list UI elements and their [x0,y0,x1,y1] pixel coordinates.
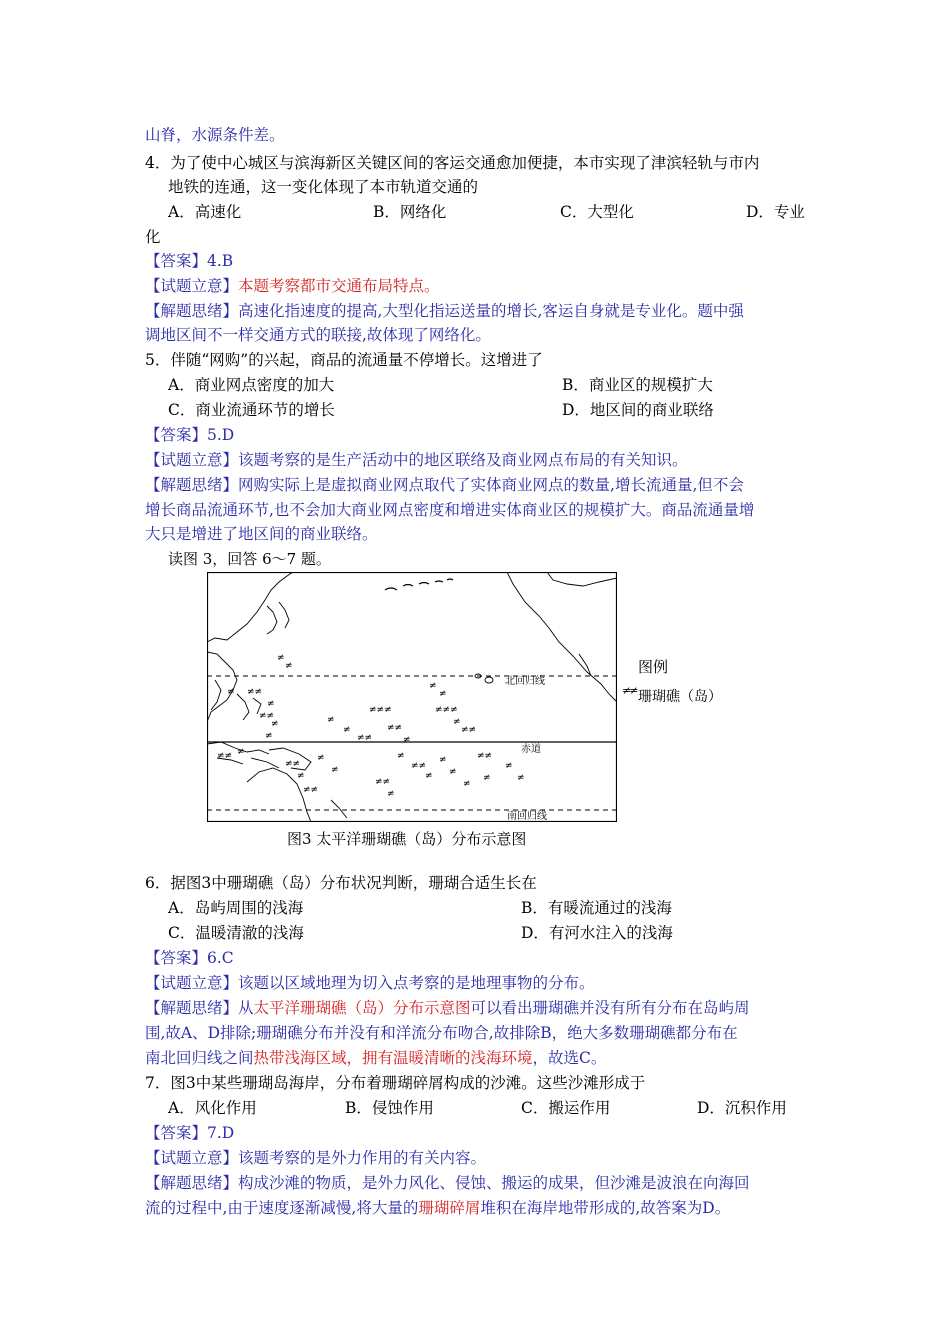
svg-text:≠≠: ≠≠ [303,785,319,795]
svg-text:≠≠: ≠≠ [285,759,301,769]
svg-text:≠: ≠ [463,779,471,789]
q6-option-a: A．岛屿周围的浅海 [168,899,304,917]
svg-text:≠: ≠ [505,761,513,771]
question-7: 7．图3中某些珊瑚岛海岸，分布着珊瑚碎屑构成的沙滩。这些沙滩形成于 [145,1074,646,1092]
legend-title: 图例 [638,658,669,676]
svg-text:≠≠: ≠≠ [217,751,233,761]
question-4-cont: 地铁的连通，这一变化体现了本市轨道交通的 [168,178,479,196]
svg-text:≠: ≠ [453,717,461,727]
svg-text:≠: ≠ [271,719,279,729]
question-5: 5．伴随“网购”的兴起，商品的流通量不停增长。这增进了 [145,351,543,369]
analysis-7: 【解题思绪】构成沙滩的物质，是外力风化、侵蚀、搬运的成果，但沙滩是波浪在向海回 [145,1174,750,1192]
analysis-6-cont: 围,故A、D排除;珊瑚礁分布并没有和洋流分布吻合,故排除B，绝大多数珊瑚礁都分布在 [145,1024,738,1042]
svg-text:≠: ≠ [397,751,405,761]
svg-text:≠: ≠ [331,765,339,775]
svg-text:≠≠: ≠≠ [259,711,275,721]
q7-option-c: C．搬运作用 [521,1099,611,1117]
answer-7: 【答案】7.D [145,1124,235,1142]
legend-label: 珊瑚礁（岛） [638,689,722,705]
svg-text:≠: ≠ [327,715,335,725]
tropic-of-capricorn-label: 南回归线 [507,811,547,822]
svg-text:≠: ≠ [425,771,433,781]
svg-text:≠≠: ≠≠ [247,687,263,697]
q7-option-d: D．沉积作用 [697,1099,787,1117]
analysis-5-cont2: 大只是增进了地区间的商业联络。 [145,525,378,543]
tropic-of-cancer-label: 北回归线 [505,676,545,687]
figure-caption: 图3 太平洋珊瑚礁（岛）分布示意图 [287,830,527,848]
svg-text:≠≠: ≠≠ [387,723,403,733]
svg-text:≠≠≠: ≠≠≠ [369,705,392,715]
analysis-4: 【解题思绪】高速化指速度的提高,大型化指运送量的增长,客运自身就是专业化。题中强 [145,302,744,320]
svg-text:≠: ≠ [265,731,273,741]
svg-text:≠: ≠ [343,725,351,735]
svg-text:≠: ≠ [403,735,411,745]
q5-option-c: C．商业流通环节的增长 [168,401,335,419]
svg-text:≠: ≠ [227,687,235,697]
equator-label: 赤道 [521,744,541,755]
svg-text:≠: ≠ [429,681,437,691]
analysis-7-cont: 流的过程中,由于速度逐渐减慢,将大量的珊瑚碎屑堆积在海岸地带形成的,故答案为D。 [145,1199,731,1217]
intent-7: 【试题立意】该题考察的是外力作用的有关内容。 [145,1149,487,1167]
svg-text:≠: ≠ [277,653,285,663]
svg-text:≠: ≠ [267,699,275,709]
intent-4: 【试题立意】本题考察都市交通布局特点。 [145,277,440,295]
svg-text:≠: ≠ [297,771,305,781]
q4-option-a: A．高速化 [168,203,242,221]
q4-option-d: D．专业 [746,203,805,221]
svg-text:≠≠: ≠≠ [411,761,427,771]
question-4: 4．为了使中心城区与滨海新区关键区间的客运交通愈加便捷，本市实现了津滨轻轨与市内 [145,154,760,172]
pacific-coral-map [207,572,617,822]
svg-text:≠: ≠ [439,755,447,765]
q7-option-a: A．风化作用 [168,1099,257,1117]
intent-5: 【试题立意】该题考察的是生产活动中的地区联络及商业网点布局的有关知识。 [145,451,688,469]
svg-text:≠: ≠ [449,767,457,777]
q5-option-a: A．商业网点密度的加大 [168,376,335,394]
q5-option-b: B．商业区的规模扩大 [562,376,713,394]
svg-text:≠≠: ≠≠ [357,733,373,743]
q6-option-c: C．温暖清澈的浅海 [168,924,304,942]
question-6: 6．据图3中珊瑚礁（岛）分布状况判断，珊瑚合适生长在 [145,874,537,892]
map-border [208,573,617,822]
svg-text:≠≠: ≠≠ [477,751,493,761]
analysis-6: 【解题思绪】从太平洋珊瑚礁（岛）分布示意图可以看出珊瑚礁并没有所有分布在岛屿周 [145,999,750,1017]
svg-text:≠: ≠ [439,689,447,699]
svg-text:≠: ≠ [483,773,491,783]
analysis-6-cont2: 南北回归线之间热带浅海区域，拥有温暖清晰的浅海环境，故选C。 [145,1049,607,1067]
read-figure-prompt: 读图 3，回答 6～7 题。 [168,550,331,568]
analysis-4-cont: 调地区间不一样交通方式的联接,故体现了网络化。 [145,326,491,344]
q6-option-d: D．有河水注入的浅海 [521,924,673,942]
text-line: 山脊，水源条件差。 [145,126,285,144]
svg-text:≠≠≠: ≠≠≠ [435,705,458,715]
q4-option-b: B．网络化 [373,203,447,221]
q4-option-d-cont: 化 [145,228,161,246]
svg-text:≠: ≠ [317,753,325,763]
intent-6: 【试题立意】该题以区域地理为切入点考察的是地理事物的分布。 [145,974,595,992]
svg-text:≠: ≠ [237,747,245,757]
svg-text:≠: ≠ [285,661,293,671]
q4-option-c: C．大型化 [560,203,634,221]
q7-option-b: B．侵蚀作用 [345,1099,434,1117]
svg-text:≠≠: ≠≠ [375,777,391,787]
svg-text:≠≠: ≠≠ [461,725,477,735]
answer-6: 【答案】6.C [145,949,234,967]
answer-5: 【答案】5.D [145,426,235,444]
analysis-5-cont: 增长商品流通环节,也不会加大商业网点密度和增进实体商业区的规模扩大。商品流通量增 [145,501,755,519]
svg-text:≠: ≠ [387,789,395,799]
q6-option-b: B．有暖流通过的浅海 [521,899,672,917]
svg-text:≠: ≠ [517,773,525,783]
analysis-5: 【解题思绪】网购实际上是虚拟商业网点取代了实体商业网点的数量,增长流通量,但不会 [145,476,744,494]
answer-4: 【答案】4.B [145,252,234,270]
q5-option-d: D．地区间的商业联络 [562,401,714,419]
coral-legend-icon: ≠≠ [622,684,637,697]
